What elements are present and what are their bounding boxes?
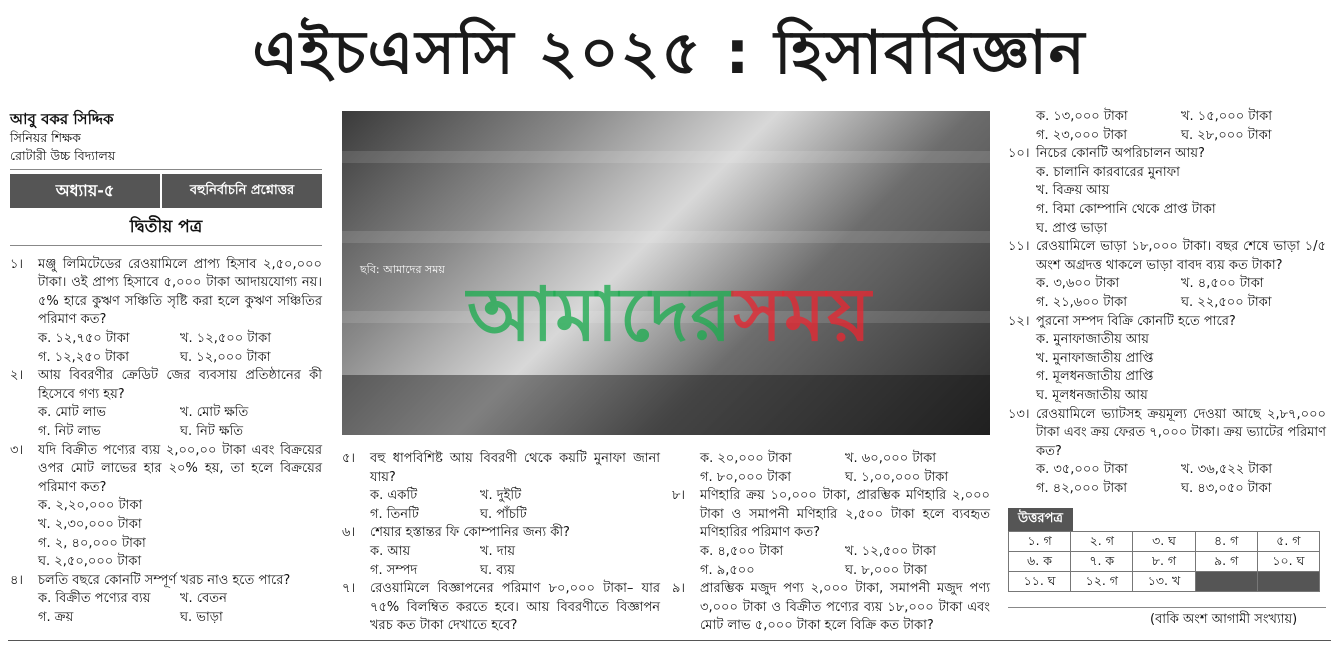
question	[1008, 238, 1326, 275]
question-text: প্রারম্ভিক মজুদ পণ্য ২,০০০ টাকা, সমাপনী মজুদ পণ্য ৩,০০০ টাকা ও বিক্রীত পণ্যের ব্যয় ১৮,০০০ টাকা এবং মোট লাভ ৫,০০০ টাকা হলে বিক্রি কত টাকা?	[700, 581, 990, 634]
option: খ. ৩৬,৫২২ টাকা	[1181, 462, 1273, 478]
option: ঘ. ব্যয়	[480, 562, 515, 578]
option: খ. মুনাফাজাতীয় প্রাপ্তি	[1036, 350, 1154, 366]
table-row	[1009, 532, 1320, 552]
question-number: ১১।	[1008, 239, 1030, 255]
option: ঘ. ৪৩,০৫০ টাকা	[1181, 480, 1272, 496]
chapter-label: অধ্যায়-৫	[10, 174, 162, 208]
paper-title: দ্বিতীয় পত্র	[10, 208, 322, 246]
option: ক. আয়	[370, 543, 411, 559]
options-row	[10, 590, 322, 609]
question	[672, 580, 990, 636]
option: খ. ৬০,০০০ টাকা	[845, 451, 937, 466]
answer-cell: ৩. ঘ	[1133, 532, 1195, 552]
continued-note: (বাকি অংশ আগামী সংখ্যায়)	[1150, 612, 1298, 627]
option: খ. বিক্রয় আয়	[1036, 183, 1110, 199]
option: ঘ. ২৮,০০০ টাকা	[1181, 127, 1272, 143]
question-text: রেওয়ামিলে ভাড়া ১৮,০০০ টাকা। বছর শেষে ভাড়া ১/৫ অংশ অগ্রদত্ত থাকলে ভাড়া বাবদ ব্যয় কত টাকা?	[1036, 239, 1326, 273]
watermark-part-1: আমাদের	[467, 271, 734, 358]
options-row	[10, 404, 322, 423]
column-4	[1008, 108, 1326, 592]
question	[342, 524, 660, 543]
question-number: ৮।	[672, 488, 686, 504]
option: খ. দায়	[480, 543, 516, 559]
answer-cell: ৯. গ	[1195, 552, 1257, 572]
option: গ. তিনটি	[370, 506, 419, 522]
column-2	[342, 450, 660, 636]
question-number: ১২।	[1008, 313, 1030, 329]
question-number: ৭।	[342, 581, 356, 597]
option: ক. একটি	[370, 488, 418, 504]
options-row	[1008, 294, 1326, 313]
options-row	[10, 349, 322, 368]
question-text: রেওয়ামিলে বিজ্ঞাপনের পরিমাণ ৮০,০০০ টাকা– যার ৭৫% বিলম্বিত করতে হবে। আয় বিবরণীতে বিজ্ঞাপন খরচ কত টাকা দেখাতে হবে?	[370, 581, 660, 634]
question	[10, 442, 322, 498]
answer-cell: ১২. গ	[1071, 572, 1133, 592]
option: ঘ. ১২,০০০ টাকা	[180, 349, 271, 365]
option: খ. ২,৩০,০০০ টাকা	[38, 516, 142, 532]
option: ক. মুনাফাজাতীয় আয়	[1036, 332, 1149, 348]
newspaper-watermark	[340, 270, 1000, 370]
options-row	[1008, 108, 1326, 127]
options-row	[672, 469, 990, 488]
question-text: শেয়ার হস্তান্তর ফি কোম্পানির জন্য কী?	[370, 525, 570, 541]
table-row	[1009, 552, 1320, 572]
option: খ. ১৫,০০০ টাকা	[1181, 109, 1273, 124]
option: গ. সম্পদ	[370, 562, 418, 578]
option: ঘ. ৮,০০০ টাকা	[845, 562, 928, 578]
option: গ. ২১,৬০০ টাকা	[1036, 294, 1128, 310]
photo-credit: ছবি: আমাদের সময়	[360, 263, 445, 276]
options-row	[342, 506, 660, 525]
option: ক. ১৩,০০০ টাকা	[1036, 109, 1128, 124]
answer-cell-empty	[1257, 572, 1319, 592]
options-row	[10, 330, 322, 349]
question	[1008, 145, 1326, 164]
options-row	[672, 543, 990, 562]
column-1	[10, 110, 322, 627]
question	[10, 367, 322, 404]
options-row	[342, 487, 660, 506]
chapter-type: বহুনির্বাচনি প্রশ্নোত্তর	[189, 182, 295, 198]
options-row	[10, 609, 322, 628]
question-number: ৩।	[10, 442, 24, 458]
question	[10, 256, 322, 330]
column-3	[672, 450, 990, 636]
question	[1008, 406, 1326, 462]
question-text: পুরনো সম্পদ বিক্রি কোনটি হতে পারে?	[1036, 313, 1236, 329]
question-text: নিচের কোনটি অপরিচালন আয়?	[1036, 146, 1205, 162]
question-number: ৬।	[342, 525, 356, 541]
answer-cell-empty	[1195, 572, 1257, 592]
option: গ. ৪২,০০০ টাকা	[1036, 480, 1128, 496]
question-number: ৫।	[342, 451, 356, 466]
question-number: ২।	[10, 368, 24, 384]
answer-cell: ৫. গ	[1257, 532, 1319, 552]
option: খ. ১২,৫০০ টাকা	[845, 543, 937, 559]
option: ক. ৪,৫০০ টাকা	[700, 543, 784, 559]
option: গ. ৮০,০০০ টাকা	[700, 469, 792, 485]
option: খ. ৪,৫০০ টাকা	[1181, 276, 1264, 292]
author-designation: সিনিয়র শিক্ষক	[10, 130, 81, 145]
option: ক. ১২,৭৫০ টাকা	[38, 330, 130, 346]
option: ক. ৩,৬০০ টাকা	[1036, 276, 1120, 292]
question-text: রেওয়ামিলে ভ্যাটসহ ক্রয়মূল্য দেওয়া আছে ২,৮৭,০০০ টাকা এবং ক্রয় ফেরত ৭,০০০ টাকা। ক্রয় ভ্যাটের পরিমাণ কত?	[1036, 406, 1326, 459]
photo-detail	[342, 231, 990, 243]
options-row	[342, 562, 660, 581]
option: খ. বেতন	[180, 591, 227, 607]
option: ক. ২০,০০০ টাকা	[700, 451, 792, 466]
options-row	[1008, 461, 1326, 480]
options-row	[342, 543, 660, 562]
answer-cell: ৭. ক	[1071, 552, 1133, 572]
answer-cell: ১১. ঘ	[1009, 572, 1071, 592]
option: গ. ২৩,০০০ টাকা	[1036, 127, 1128, 143]
question-text: বহু ধাপবিশিষ্ট আয় বিবরণী থেকে কয়টি মুনাফা জানা যায়?	[370, 451, 660, 485]
options-row	[1008, 275, 1326, 294]
option: ঘ. পাঁচটি	[480, 506, 527, 522]
option: গ. ক্রয়	[38, 609, 74, 625]
bottom-rule	[8, 640, 1331, 641]
question-text: মঞ্জু লিমিটেডের রেওয়ামিলে প্রাপ্য হিসাব ২,৫০,০০০ টাকা। ওই প্রাপ্য হিসাবে ৫,০০০ টাকা আদায়যোগ্য নয়। ৫% হারে কুঋণ সঞ্চিতি সৃষ্টি করা হলে কুঋণ সঞ্চিতির পরিমাণ কত?	[38, 256, 322, 328]
question-text: যদি বিক্রীত পণ্যের ব্যয় ২,০০,০০ টাকা এবং বিক্রয়ের ওপর মোট লাভের হার ২০% হয়, তা হলে বিক্রয়ের পরিমাণ কত?	[38, 442, 322, 495]
question-number: ৪।	[10, 572, 24, 588]
author-name: আবু বকর সিদ্দিক	[10, 110, 114, 128]
option: ঘ. ২,৫০,০০০ টাকা	[38, 554, 142, 570]
options-row	[672, 450, 990, 469]
option: ঘ. ১,০০,০০০ টাকা	[845, 469, 949, 485]
option: গ. বিমা কোম্পানি থেকে প্রাপ্ত টাকা	[1036, 201, 1216, 217]
option: ক. ২,২০,০০০ টাকা	[38, 498, 143, 514]
options-row	[672, 562, 990, 581]
question-number: ৯।	[672, 581, 686, 597]
option: গ. ২, ৪০,০০০ টাকা	[38, 535, 146, 551]
option: খ. দুইটি	[480, 488, 522, 504]
option: ক. ৩৫,০০০ টাকা	[1036, 462, 1128, 478]
question-text: আয় বিবরণীর ক্রেডিট জের ব্যবসায় প্রতিষ্ঠানের কী হিসেবে গণ্য হয়?	[38, 368, 322, 402]
option: গ. নিট লাভ	[38, 423, 101, 439]
question	[342, 580, 660, 636]
option: ঘ. নিট ক্ষতি	[180, 423, 243, 439]
option: ঘ. ২২,৫০০ টাকা	[1181, 294, 1272, 310]
question	[1008, 313, 1326, 332]
author-institution: রোটারী উচ্চ বিদ্যালয়	[10, 148, 116, 163]
answer-cell: ১৩. খ	[1133, 572, 1195, 592]
options-row	[10, 423, 322, 442]
option: ক. মোট লাভ	[38, 405, 106, 421]
option: ক. চালানি কারবারের মুনাফা	[1036, 164, 1180, 180]
watermark-part-2: সময়	[733, 271, 873, 358]
question-text: মণিহারি ক্রয় ১০,০০০ টাকা, প্রারম্ভিক মণিহারি ২,০০০ টাকা ও সমাপনী মণিহারি ২,৫০০ টাকা হলে ব্যবহৃত মণিহারির পরিমাণ কত?	[700, 488, 990, 541]
question-number: ১৩।	[1008, 406, 1030, 422]
chapter-bar	[10, 174, 322, 208]
table-row	[1009, 572, 1320, 592]
question	[10, 572, 322, 591]
answer-cell: ১০. ঘ	[1257, 552, 1319, 572]
option: গ. মূলধনজাতীয় প্রাপ্তি	[1036, 369, 1154, 385]
photo-detail	[342, 151, 990, 163]
answer-cell: ২. গ	[1071, 532, 1133, 552]
question-number: ১০।	[1008, 146, 1030, 162]
option: ক. বিক্রীত পণ্যের ব্যয়	[38, 591, 151, 607]
question-number: ১।	[10, 256, 24, 272]
photo-detail	[342, 375, 990, 435]
question	[342, 450, 660, 487]
option: গ. ১২,২৫০ টাকা	[38, 349, 129, 365]
divider	[1008, 607, 1326, 608]
answer-cell: ৮. গ	[1133, 552, 1195, 572]
option: ঘ. মূলধনজাতীয় আয়	[1036, 387, 1148, 403]
question	[672, 487, 990, 543]
page-title: এইচএসসি ২০২৫ : হিসাববিজ্ঞান	[252, 18, 1087, 88]
options-row	[1008, 480, 1326, 499]
answer-table	[1008, 531, 1320, 592]
option: গ. ৯,৫০০	[700, 562, 755, 578]
option: ঘ. প্রাপ্ত ভাড়া	[1036, 220, 1108, 236]
answer-sheet-heading: উত্তরপত্র	[1008, 508, 1073, 531]
answer-cell: ৬. ক	[1009, 552, 1071, 572]
answer-cell: ১. গ	[1009, 532, 1071, 552]
options-row	[1008, 127, 1326, 146]
answer-cell: ৪. গ	[1195, 532, 1257, 552]
question-text: চলতি বছরে কোনটি সম্পূর্ণ খরচ নাও হতে পারে?	[38, 572, 291, 588]
option: খ. মোট ক্ষতি	[180, 405, 249, 421]
option: খ. ১২,৫০০ টাকা	[180, 330, 272, 346]
divider	[10, 169, 322, 170]
option: ঘ. ভাড়া	[180, 609, 223, 625]
